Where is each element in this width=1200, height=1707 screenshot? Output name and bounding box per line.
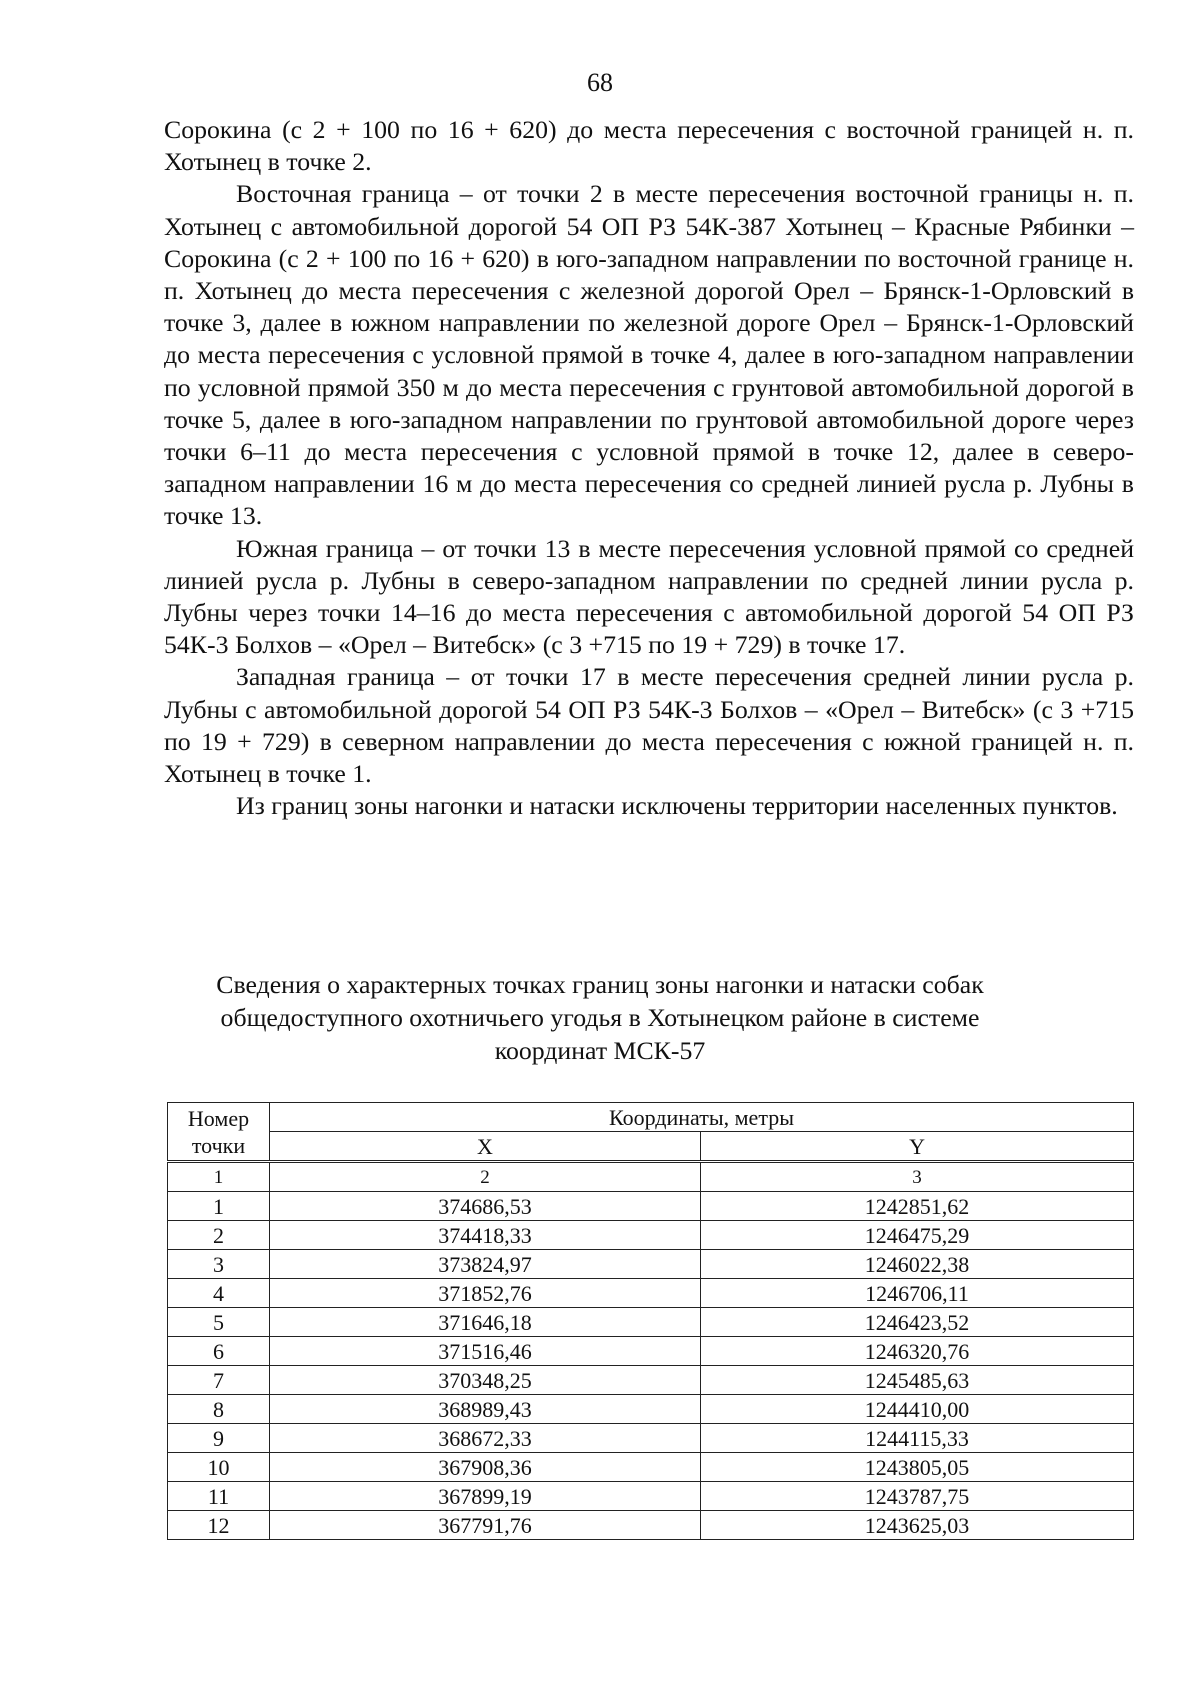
cell-point-number: 5 xyxy=(168,1308,270,1337)
header-point-number: Номер точки xyxy=(168,1103,270,1162)
cell-y: 1246475,29 xyxy=(701,1221,1134,1250)
table-subheader-row xyxy=(168,1132,1134,1162)
table-row xyxy=(168,1192,1134,1221)
table-row xyxy=(168,1250,1134,1279)
table-body xyxy=(168,1192,1134,1540)
table-row xyxy=(168,1308,1134,1337)
cell-y: 1245485,63 xyxy=(701,1366,1134,1395)
cell-point-number: 12 xyxy=(168,1511,270,1540)
cell-x: 371852,76 xyxy=(270,1279,701,1308)
cell-x: 368672,33 xyxy=(270,1424,701,1453)
cell-y: 1243625,03 xyxy=(701,1511,1134,1540)
cell-point-number: 7 xyxy=(168,1366,270,1395)
table-row xyxy=(168,1482,1134,1511)
cell-point-number: 4 xyxy=(168,1279,270,1308)
cell-x: 368989,43 xyxy=(270,1395,701,1424)
body-text xyxy=(164,114,1134,822)
cell-point-number: 9 xyxy=(168,1424,270,1453)
paragraph-eastern-border: Восточная граница – от точки 2 в месте пересечения восточной границы н. п. Хотынец с автомобильной дорогой 54 ОП РЗ 54К-387 Хотынец – Красные Рябинки – Сорокина (с 2 + 100 по 16 + 620) в юго-западном направлении по восточной границе н. п. Хотынец до места пересечения с железной дорогой Орел – Брянск-1-Орловский в точке 3, далее в южном направлении по железной дороге Орел – Брянск-1-Орловский до места пересечения с условной прямой в точке 4, далее в юго-западном направлении по условной прямой 350 м до места пересечения с грунтовой автомобильной дорогой в точке 5, далее в юго-западном направлении по грунтовой автомобильной дороге через точки 6–11 до места пересечения с условной прямой в точке 12, далее в северо-западном направлении 16 м до места пересечения со средней линией русла р. Лубны в точке 13. xyxy=(164,179,1134,531)
cell-x: 367908,36 xyxy=(270,1453,701,1482)
header-coordinates: Координаты, метры xyxy=(270,1103,1134,1132)
column-number: 1 xyxy=(168,1162,270,1192)
table-row xyxy=(168,1511,1134,1540)
header-y: Y xyxy=(701,1132,1134,1162)
column-numbering-row xyxy=(168,1162,1134,1192)
table-row xyxy=(168,1424,1134,1453)
paragraph-southern-border: Южная граница – от точки 13 в месте пересечения условной прямой со средней линией русла р. Лубны в северо-западном направлении по средней линии русла р. Лубны через точки 14–16 до места пересечения с автомобильной дорогой 54 ОП РЗ 54К-3 Болхов – «Орел – Витебск» (с 3 +715 по 19 + 729) в точке 17. xyxy=(164,533,1134,660)
column-number: 3 xyxy=(701,1162,1134,1192)
cell-point-number: 1 xyxy=(168,1192,270,1221)
paragraph-western-border: Западная граница – от точки 17 в месте пересечения средней линии русла р. Лубны с автомобильной дорогой 54 ОП РЗ 54К-3 Болхов – «Орел – Витебск» (с 3 +715 по 19 + 729) в северном направлении до места пересечения с южной границей н. п. Хотынец в точке 1. xyxy=(164,662,1134,789)
cell-point-number: 6 xyxy=(168,1337,270,1366)
page-number: 68 xyxy=(587,68,613,97)
header-x: X xyxy=(270,1132,701,1162)
table-row xyxy=(168,1366,1134,1395)
cell-point-number: 11 xyxy=(168,1482,270,1511)
paragraph-exclusions: Из границ зоны нагонки и натаски исключены территории населенных пунктов. xyxy=(236,791,1118,821)
table-row xyxy=(168,1453,1134,1482)
cell-y: 1246320,76 xyxy=(701,1337,1134,1366)
cell-y: 1242851,62 xyxy=(701,1192,1134,1221)
cell-x: 371646,18 xyxy=(270,1308,701,1337)
cell-point-number: 3 xyxy=(168,1250,270,1279)
column-number: 2 xyxy=(270,1162,701,1192)
cell-x: 374418,33 xyxy=(270,1221,701,1250)
table-row xyxy=(168,1337,1134,1366)
cell-y: 1244115,33 xyxy=(701,1424,1134,1453)
cell-point-number: 2 xyxy=(168,1221,270,1250)
cell-point-number: 8 xyxy=(168,1395,270,1424)
table-row xyxy=(168,1279,1134,1308)
cell-point-number: 10 xyxy=(168,1453,270,1482)
cell-y: 1243787,75 xyxy=(701,1482,1134,1511)
table-title: Сведения о характерных точках границ зоны нагонки и натаски собак общедоступного охотничьего угодья в Хотынецком районе в системе координат МСК-57 xyxy=(216,970,984,1065)
table-row xyxy=(168,1395,1134,1424)
cell-x: 370348,25 xyxy=(270,1366,701,1395)
cell-y: 1243805,05 xyxy=(701,1453,1134,1482)
cell-x: 367899,19 xyxy=(270,1482,701,1511)
cell-y: 1246423,52 xyxy=(701,1308,1134,1337)
cell-y: 1246706,11 xyxy=(701,1279,1134,1308)
cell-x: 371516,46 xyxy=(270,1337,701,1366)
paragraph-continuation: Сорокина (с 2 + 100 по 16 + 620) до места пересечения с восточной границей н. п. Хотынец в точке 2. xyxy=(164,115,1134,177)
cell-y: 1244410,00 xyxy=(701,1395,1134,1424)
cell-x: 374686,53 xyxy=(270,1192,701,1221)
table-row xyxy=(168,1221,1134,1250)
cell-y: 1246022,38 xyxy=(701,1250,1134,1279)
cell-x: 367791,76 xyxy=(270,1511,701,1540)
cell-x: 373824,97 xyxy=(270,1250,701,1279)
coordinates-table xyxy=(167,1102,1134,1540)
table-header-row xyxy=(168,1103,1134,1132)
